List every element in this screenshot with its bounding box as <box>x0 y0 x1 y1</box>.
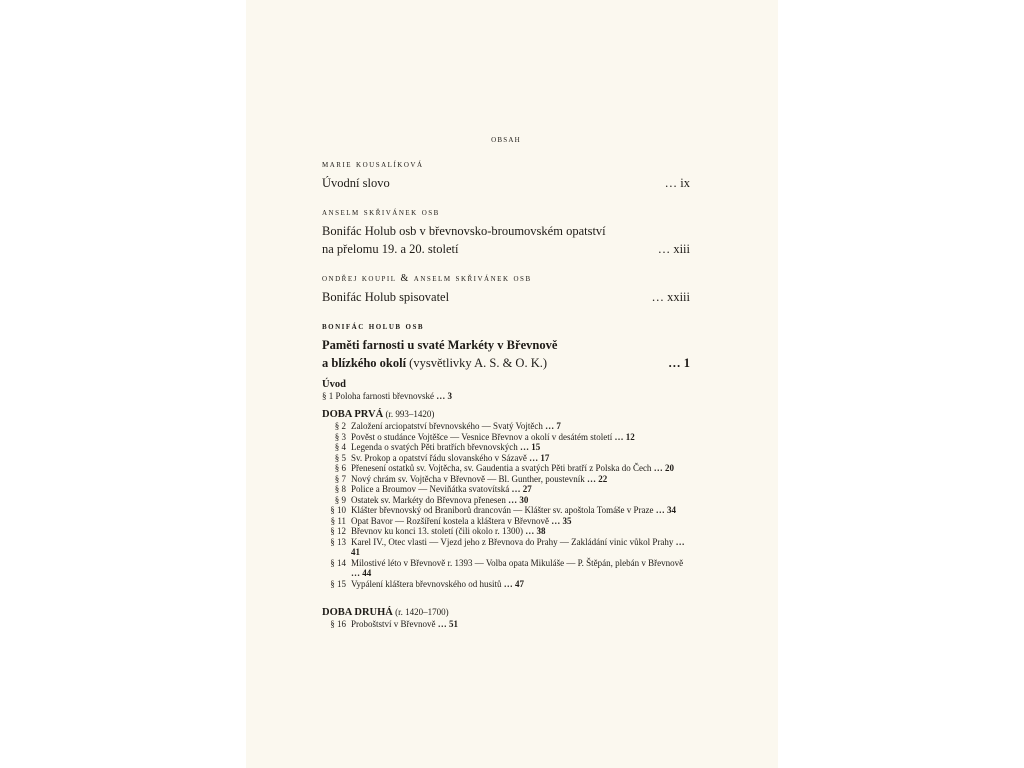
toc-entry: § 1 Poloha farnosti břevnovské … 3 <box>322 391 452 401</box>
entry-title: Nový chrám sv. Vojtěcha v Břevnově — Bl. Gunther, poustevník … 22 <box>351 473 608 484</box>
entry-title: Sv. Prokop a opatství řádu slovanského v Sázavě … 17 <box>351 452 550 463</box>
toc-entry <box>322 619 690 630</box>
entry-list <box>322 421 690 589</box>
entry-title: Legenda o svatých Pěti bratřích břevnovských … 15 <box>351 442 541 452</box>
toc-entry <box>322 505 690 516</box>
section-number: § 12 <box>330 526 346 536</box>
section-number: § 9 <box>334 494 346 505</box>
section-title: DOBA PRVÁ (r. 993–1420) <box>322 409 435 420</box>
toc-entry <box>322 463 690 474</box>
section-title: DOBA DRUHÁ (r. 1420–1700) <box>322 607 449 618</box>
page-number: … 1 <box>668 356 690 370</box>
section-number: § 13 <box>330 536 346 547</box>
entry-title: Založení arciopatství břevnovského — Svatý Vojtěch … 7 <box>351 421 561 431</box>
page-title: obsah <box>491 135 521 145</box>
entry-title: Ostatek sv. Markéty do Břevnova přenesen … 30 <box>351 494 529 505</box>
book-page <box>246 0 778 768</box>
page-number: … xiii <box>657 242 690 256</box>
page-number: … 7 <box>545 421 561 431</box>
section-number: § 8 <box>334 484 346 494</box>
page-number: … 30 <box>508 494 529 505</box>
section-title: Úvod <box>322 379 346 390</box>
article-title: Bonifác Holub spisovatel <box>322 290 450 304</box>
page-number: … 44 <box>351 568 372 578</box>
section-doba-prva <box>322 408 690 589</box>
toc-entry <box>322 484 690 495</box>
toc-entry <box>322 421 690 432</box>
article-title: Paměti farnosti u svaté Markéty v Břevnově <box>322 338 558 352</box>
article-author: anselm skřivánek osb <box>322 207 440 218</box>
toc-entry <box>322 442 690 453</box>
toc-line <box>322 354 690 372</box>
page-number: … 35 <box>551 515 572 526</box>
toc-line <box>322 222 690 240</box>
article-author: bonifác holub osb <box>322 321 425 332</box>
entry-title: Opat Bavor — Rozšíření kostela a kláštera v Břevnově … 35 <box>351 515 572 526</box>
entry-title: Břevnov ku konci 13. století (čili okolo r. 1300) … 38 <box>351 526 546 536</box>
page-number: … xxiii <box>651 290 690 304</box>
article-title: na přelomu 19. a 20. století <box>322 242 459 256</box>
toc-article-holub <box>322 320 690 372</box>
section-number: § 5 <box>334 452 346 463</box>
toc-entry <box>322 495 690 506</box>
section-number: § 2 <box>334 421 346 431</box>
toc-entry <box>322 537 690 558</box>
toc-line <box>322 288 690 306</box>
page-number: … 20 <box>653 463 674 473</box>
article-author: ondřej koupil & anselm skřivánek osb <box>322 273 532 284</box>
article-title: a blízkého okolí (vysvětlivky A. S. & O. K.) <box>322 356 548 370</box>
section-number: § 7 <box>334 473 346 484</box>
section-number: § 11 <box>330 515 346 526</box>
toc-entry <box>322 474 690 485</box>
toc-line <box>322 174 690 192</box>
section-number: § 10 <box>330 505 346 515</box>
section-number: § 14 <box>330 557 346 568</box>
article-title: Úvodní slovo <box>322 176 390 190</box>
toc-entry <box>322 526 690 537</box>
entry-title: Klášter břevnovský od Braniborů drancován — Klášter sv. apoštola Tomáše v Praze … 34 <box>351 505 677 515</box>
entry-title: Vypálení kláštera břevnovského od husitů … 47 <box>351 578 524 589</box>
section-number: § 3 <box>334 431 346 442</box>
page-number: … 47 <box>503 578 524 589</box>
entry-list <box>322 619 690 630</box>
section-number: § 15 <box>330 578 346 589</box>
entry-title: Pověst o studánce Vojtěšce — Vesnice Břevnov a okolí v desátém století … 12 <box>351 431 635 442</box>
section-number: § 6 <box>334 463 346 473</box>
article-title: Bonifác Holub osb v břevnovsko-broumovském opatství <box>322 224 606 238</box>
page-number: … 12 <box>614 431 635 442</box>
entry-title: Karel IV., Otec vlasti — Vjezd jeho z Břevnova do Prahy — Zakládání vinic vůkol Prahy … 41 <box>351 536 685 557</box>
toc-article-skrivanek <box>322 206 690 258</box>
section-doba-druha <box>322 606 690 630</box>
page-number: … 15 <box>519 442 541 452</box>
toc-entry <box>322 432 690 443</box>
page-number: … 41 <box>351 536 685 557</box>
entry-title: Police a Broumov — Neviňátka svatovítská … 27 <box>351 484 532 494</box>
page-number: … 38 <box>525 526 546 536</box>
page-number: … 51 <box>437 619 458 629</box>
toc-line <box>322 240 690 258</box>
page-number: … 34 <box>655 505 677 515</box>
article-author: marie kousalíková <box>322 159 424 170</box>
page-number: … 22 <box>586 473 608 484</box>
toc-entry <box>322 579 690 590</box>
section-uvod <box>322 379 690 402</box>
entry-title: Milostivé léto v Břevnově r. 1393 — Volba opata Mikuláše — P. Štěpán, plebán v Břevnově … 44 <box>351 557 684 578</box>
toc-entry <box>322 558 690 579</box>
page-number: … 17 <box>529 452 550 463</box>
entry-title: Proboštství v Břevnově … 51 <box>351 619 458 629</box>
toc-entry <box>322 516 690 527</box>
toc-line <box>322 336 690 354</box>
toc-entry <box>322 453 690 464</box>
page-number: … ix <box>664 176 690 190</box>
toc-article-koupil <box>322 272 690 306</box>
entry-title: Přenesení ostatků sv. Vojtěcha, sv. Gaudentia a svatých Pěti bratří z Polska do Čech … 20 <box>351 463 674 473</box>
page-number: … 27 <box>511 484 532 494</box>
section-number: § 16 <box>330 619 346 629</box>
toc-article-kousalikova <box>322 158 690 192</box>
section-number: § 4 <box>334 442 346 452</box>
